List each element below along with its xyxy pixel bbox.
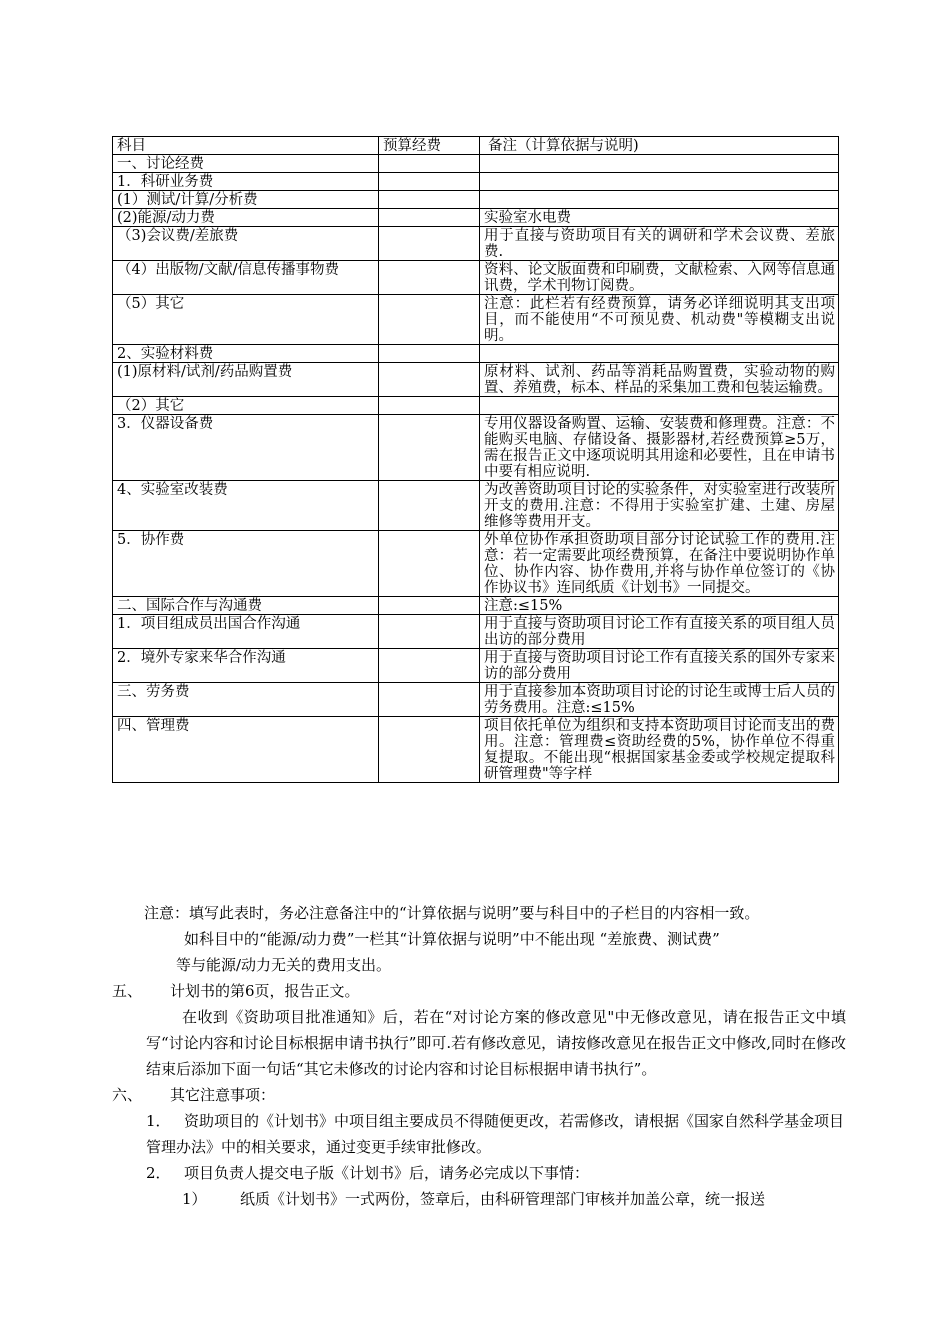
budget-table: [112, 136, 839, 783]
section-5-heading: [112, 978, 852, 1004]
cell-item: 3．仪器设备费: [113, 415, 379, 481]
cell-budget: [379, 295, 480, 345]
cell-note: 用于直接参加本资助项目讨论的讨论生或博士后人员的劳务费用。注意:≤15%: [480, 683, 839, 717]
header-note: 备注（计算依据与说明): [480, 137, 839, 155]
item-2-1-text: 纸质《计划书》一式两份，签章后，由科研管理部门审核并加盖公章，统一报送: [240, 1190, 766, 1208]
cell-budget: [379, 209, 480, 227]
table-row: [113, 209, 839, 227]
section-6-label: 六、: [112, 1086, 143, 1104]
item-1-number: 1．: [146, 1112, 171, 1130]
cell-budget: [379, 173, 480, 191]
item-2-1: [112, 1186, 852, 1212]
cell-note: 用于直接与资助项目讨论工作有直接关系的项目组人员出访的部分费用: [480, 615, 839, 649]
cell-budget: [379, 191, 480, 209]
section-6-title: 其它注意事项：: [170, 1086, 276, 1104]
cell-note: 注意:≤15%: [480, 597, 839, 615]
cell-item: (2)能源/动力费: [113, 209, 379, 227]
cell-budget: [379, 227, 480, 261]
item-2-number: 2．: [146, 1164, 171, 1182]
cell-note: 注意：此栏若有经费预算，请务必详细说明其支出项目，而不能使用“不可预见费、机动费"等模糊支出说明。: [480, 295, 839, 345]
note-line-3: 等与能源/动力无关的费用支出。: [176, 956, 392, 974]
cell-budget: [379, 397, 480, 415]
notes-section: [112, 900, 852, 1212]
table-row: [113, 261, 839, 295]
cell-item: 三、劳务费: [113, 683, 379, 717]
cell-note: 为改善资助项目讨论的实验条件，对实验室进行改装所开支的费用.注意：不得用于实验室扩建、土建、房屋维修等费用开支。: [480, 481, 839, 531]
item-1-text: 资助项目的《计划书》中项目组主要成员不得随便更改，若需修改，请根据《国家自然科学基金项目管理办法》中的相关要求，通过变更手续审批修改。: [146, 1112, 845, 1156]
cell-item: （5）其它: [113, 295, 379, 345]
table-row: [113, 345, 839, 363]
cell-item: （2）其它: [113, 397, 379, 415]
cell-note: 原材料、试剂、药品等消耗品购置费，实验动物的购置、养殖费，标本、样品的采集加工费和包装运输费。: [480, 363, 839, 397]
header-subject: 科目: [113, 137, 379, 155]
cell-budget: [379, 717, 480, 783]
item-2: [112, 1160, 852, 1186]
table-row: [113, 155, 839, 173]
cell-budget: [379, 261, 480, 295]
cell-note: [480, 191, 839, 209]
table-row: [113, 481, 839, 531]
cell-budget: [379, 363, 480, 397]
cell-note: 专用仪器设备购置、运输、安装费和修理费。注意：不能购买电脑、存储设备、摄影器材,若经费预算≥5万，需在报告正文中逐项说明其用途和必要性，且在申请书中要有相应说明.: [480, 415, 839, 481]
table-header-row: [113, 137, 839, 155]
table-row: [113, 363, 839, 397]
cell-budget: [379, 531, 480, 597]
item-1: [112, 1108, 852, 1160]
cell-budget: [379, 481, 480, 531]
note-line-2: 如科目中的“能源/动力费”一栏其“计算依据与说明”中不能出现 “差旅费、测试费”: [184, 930, 720, 948]
cell-note: [480, 345, 839, 363]
cell-note: 外单位协作承担资助项目部分讨论试验工作的费用.注意：若一定需要此项经费预算，在备注中要说明协作单位、协作内容、协作费用,并将与协作单位签订的《协作协议书》连同纸质《计划书》一同提交。: [480, 531, 839, 597]
cell-note: 用于直接与资助项目有关的调研和学术会议费、差旅费.: [480, 227, 839, 261]
cell-item: (1）测试/计算/分析费: [113, 191, 379, 209]
cell-budget: [379, 649, 480, 683]
cell-note: 实验室水电费: [480, 209, 839, 227]
table-row: [113, 683, 839, 717]
cell-item: 5．协作费: [113, 531, 379, 597]
table-row: [113, 531, 839, 597]
cell-note: 用于直接与资助项目讨论工作有直接关系的国外专家来访的部分费用: [480, 649, 839, 683]
cell-budget: [379, 155, 480, 173]
cell-item: (1)原材料/试剂/药品购置费: [113, 363, 379, 397]
cell-item: （4）出版物/文献/信息传播事物费: [113, 261, 379, 295]
cell-item: 四、管理费: [113, 717, 379, 783]
table-row: [113, 173, 839, 191]
table-row: [113, 227, 839, 261]
cell-note: [480, 397, 839, 415]
item-2-text: 项目负责人提交电子版《计划书》后，请务必完成以下事情：: [184, 1164, 590, 1182]
table-row: [113, 415, 839, 481]
cell-item: 一、讨论经费: [113, 155, 379, 173]
section-5-label: 五、: [112, 982, 143, 1000]
cell-item: 4、实验室改装费: [113, 481, 379, 531]
header-budget: 预算经费: [379, 137, 480, 155]
cell-item: （3)会议费/差旅费: [113, 227, 379, 261]
cell-note: [480, 173, 839, 191]
cell-item: 二、国际合作与沟通费: [113, 597, 379, 615]
section-6-heading: [112, 1082, 852, 1108]
cell-item: 1．科研业务费: [113, 173, 379, 191]
note-line-1: 注意：填写此表时，务必注意备注中的“计算依据与说明”要与科目中的子栏目的内容相一致。: [144, 904, 760, 922]
table-row: [113, 717, 839, 783]
cell-item: 1．项目组成员出国合作沟通: [113, 615, 379, 649]
cell-budget: [379, 683, 480, 717]
cell-note: 资料、论文版面费和印刷费，文献检索、入网等信息通讯费，学术刊物订阅费。: [480, 261, 839, 295]
cell-note: [480, 155, 839, 173]
cell-budget: [379, 597, 480, 615]
table-row: [113, 191, 839, 209]
cell-budget: [379, 415, 480, 481]
item-2-1-number: 1）: [182, 1190, 207, 1208]
table-row: [113, 615, 839, 649]
cell-budget: [379, 345, 480, 363]
table-row: [113, 397, 839, 415]
cell-budget: [379, 615, 480, 649]
table-row: [113, 649, 839, 683]
budget-table-body: [113, 137, 839, 783]
cell-note: 项目依托单位为组织和支持本资助项目讨论而支出的费用。注意：管理费≤资助经费的5%，协作单位不得重复提取。不能出现“根据国家基金委或学校规定提取科研管理费"等字样: [480, 717, 839, 783]
section-5-title: 计划书的第6页，报告正文。: [170, 982, 360, 1000]
table-row: [113, 295, 839, 345]
section-5-text: 在收到《资助项目批准通知》后，若在“对讨论方案的修改意见"中无修改意见，请在报告正文中填写“讨论内容和讨论目标根据申请书执行”即可.若有修改意见，请按修改意见在报告正文中修改,同时在修改结束后添加下面一句话“其它未修改的讨论内容和讨论目标根据申请书执行”。: [146, 1008, 846, 1078]
cell-item: 2、实验材料费: [113, 345, 379, 363]
table-row: [113, 597, 839, 615]
section-5-paragraph: [112, 1004, 846, 1082]
cell-item: 2．境外专家来华合作沟通: [113, 649, 379, 683]
